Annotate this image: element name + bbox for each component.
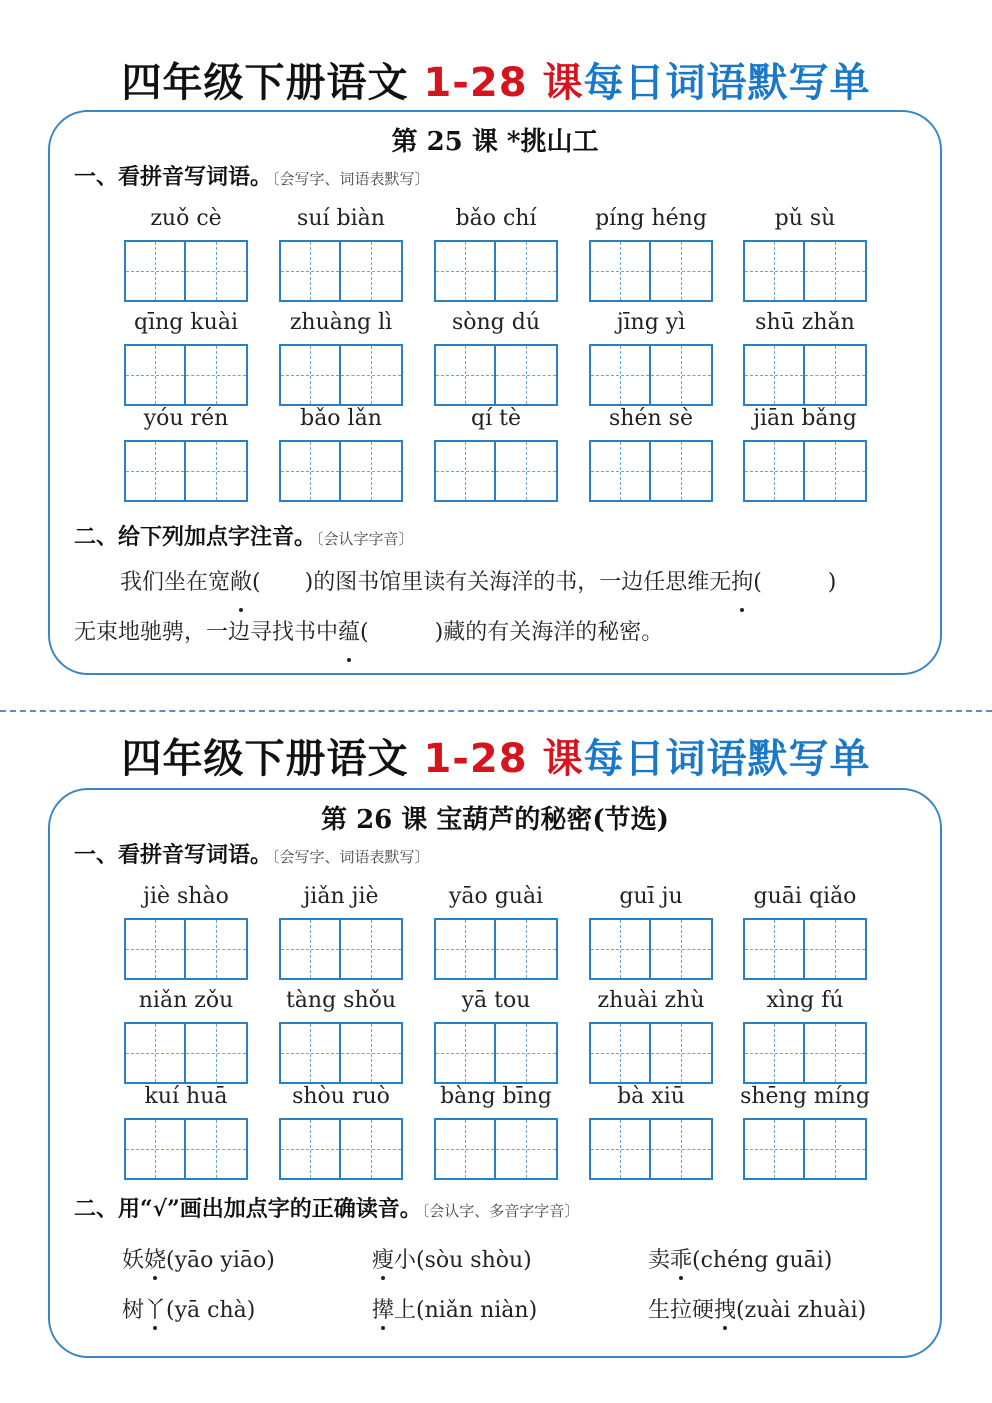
writing-boxes[interactable]: [279, 440, 403, 502]
writing-boxes[interactable]: [124, 1022, 248, 1084]
option-text: 树: [122, 1298, 145, 1323]
word-item: [589, 404, 713, 500]
section-1-note: 〔会写字、词语表默写〕: [272, 848, 430, 866]
pinyin-label: kuí huā: [144, 1084, 228, 1109]
writing-boxes[interactable]: [279, 1022, 403, 1084]
option-item[interactable]: [122, 1246, 275, 1276]
char-box[interactable]: [124, 240, 186, 302]
pinyin-label: shòu ruò: [292, 1084, 390, 1109]
char-box[interactable]: [496, 918, 558, 980]
pinyin-label: suí biàn: [297, 206, 385, 231]
char-box[interactable]: [805, 240, 867, 302]
title-grade: 四年级下册语文: [121, 736, 424, 782]
word-item: [743, 404, 867, 500]
writing-boxes[interactable]: [279, 344, 403, 406]
worksheet-panel: [48, 110, 942, 675]
pinyin-label: xìng fú: [766, 988, 844, 1013]
char-box[interactable]: [341, 918, 403, 980]
writing-boxes[interactable]: [434, 440, 558, 502]
char-box[interactable]: [434, 440, 496, 502]
word-item: [279, 986, 403, 1082]
section-2-note: 〔会认字字音〕: [316, 530, 414, 548]
paragraph-text: ( )藏的有关海洋的秘密。: [360, 620, 664, 645]
dotted-char: 丫: [144, 1296, 166, 1326]
paragraph-text: 无束地驰骋，一边寻找书中: [74, 620, 339, 645]
char-box[interactable]: [589, 440, 651, 502]
title-grade: 四年级下册语文: [121, 60, 424, 106]
word-item: [124, 204, 248, 300]
char-box[interactable]: [805, 344, 867, 406]
writing-boxes[interactable]: [124, 918, 248, 980]
worksheet-panel: [48, 788, 942, 1358]
option-text: 妖: [122, 1248, 145, 1273]
word-item: [279, 1082, 403, 1178]
worksheet-lesson-26: [0, 690, 992, 1380]
char-box[interactable]: [589, 1118, 651, 1180]
char-box[interactable]: [651, 1022, 713, 1084]
char-box[interactable]: [186, 1022, 248, 1084]
pinyin-label: zhuàng lì: [289, 310, 393, 335]
dotted-char: 拽: [714, 1296, 736, 1326]
pinyin-label: yā tou: [461, 988, 531, 1013]
char-box[interactable]: [589, 240, 651, 302]
char-box[interactable]: [124, 918, 186, 980]
writing-boxes[interactable]: [743, 1118, 867, 1180]
char-box[interactable]: [279, 1022, 341, 1084]
pinyin-label: yóu rén: [143, 406, 229, 431]
pinyin-label: jīng yì: [616, 310, 686, 335]
pinyin-label: píng héng: [595, 206, 707, 231]
pinyin-label: shēng míng: [740, 1084, 870, 1109]
char-box[interactable]: [805, 918, 867, 980]
char-box[interactable]: [805, 440, 867, 502]
answer-blank[interactable]: ( ): [753, 570, 837, 595]
writing-boxes[interactable]: [589, 240, 713, 302]
word-item: [434, 1082, 558, 1178]
word-item: [279, 204, 403, 300]
char-box[interactable]: [496, 440, 558, 502]
dotted-char: 撵: [372, 1296, 394, 1326]
char-box[interactable]: [651, 1118, 713, 1180]
pinyin-label: niǎn zǒu: [138, 988, 234, 1013]
pinyin-word-grid: [50, 882, 940, 1182]
title-lesson-word: 课: [527, 736, 584, 782]
char-box[interactable]: [434, 1022, 496, 1084]
char-box[interactable]: [434, 344, 496, 406]
char-box[interactable]: [124, 1118, 186, 1180]
writing-boxes[interactable]: [589, 440, 713, 502]
char-box[interactable]: [279, 240, 341, 302]
word-item: [124, 404, 248, 500]
worksheet-lesson-25: [0, 0, 992, 690]
writing-boxes[interactable]: [279, 1118, 403, 1180]
writing-boxes[interactable]: [124, 344, 248, 406]
word-item: [589, 308, 713, 404]
word-item: [589, 882, 713, 978]
writing-boxes[interactable]: [589, 344, 713, 406]
char-box[interactable]: [805, 1022, 867, 1084]
writing-boxes[interactable]: [743, 440, 867, 502]
writing-boxes[interactable]: [434, 344, 558, 406]
pinyin-label: tàng shǒu: [285, 988, 397, 1013]
char-box[interactable]: [651, 344, 713, 406]
word-item: [743, 882, 867, 978]
dotted-char: 敞: [230, 558, 252, 608]
char-box[interactable]: [186, 344, 248, 406]
word-item: [434, 204, 558, 300]
section-2-note: 〔会认字、多音字字音〕: [421, 1202, 580, 1220]
option-readings[interactable]: (yā chà): [166, 1298, 256, 1323]
char-box[interactable]: [124, 440, 186, 502]
char-box[interactable]: [434, 1118, 496, 1180]
paragraph-text: ( )的图书馆里读有关海洋的书，一边任思维无: [252, 570, 732, 595]
writing-boxes[interactable]: [743, 1022, 867, 1084]
pronunciation-options: [50, 1233, 940, 1343]
lesson-title: 第 25 课 *挑山工: [391, 127, 599, 157]
char-box[interactable]: [805, 1118, 867, 1180]
pinyin-label: pǔ sù: [774, 206, 836, 231]
char-box[interactable]: [186, 240, 248, 302]
char-box[interactable]: [496, 344, 558, 406]
word-item: [279, 308, 403, 404]
pinyin-label: bàng bīng: [440, 1084, 552, 1109]
char-box[interactable]: [341, 344, 403, 406]
writing-boxes[interactable]: [589, 1118, 713, 1180]
title-sheet-name: 每日词语默写单: [583, 736, 871, 782]
char-box[interactable]: [743, 1118, 805, 1180]
option-item[interactable]: [122, 1296, 255, 1326]
pinyin-label: jiān bǎng: [753, 406, 857, 431]
word-item: [740, 1082, 870, 1178]
char-box[interactable]: [743, 344, 805, 406]
word-item: [434, 308, 558, 404]
section-1-heading: [74, 840, 430, 872]
writing-boxes[interactable]: [434, 240, 558, 302]
pinyin-word-grid: [50, 204, 940, 504]
char-box[interactable]: [651, 240, 713, 302]
pinyin-label: bà xiū: [617, 1084, 685, 1109]
option-readings[interactable]: 小(sòu shòu): [394, 1248, 532, 1273]
option-text: 生拉硬: [648, 1298, 715, 1323]
char-box[interactable]: [186, 1118, 248, 1180]
option-item[interactable]: [372, 1296, 537, 1326]
char-box[interactable]: [589, 344, 651, 406]
pinyin-label: zhuài zhù: [597, 988, 705, 1013]
dotted-char: 蕴: [338, 608, 360, 658]
writing-boxes[interactable]: [743, 344, 867, 406]
char-box[interactable]: [589, 1022, 651, 1084]
word-item: [124, 308, 248, 404]
section-2-title: 二、给下列加点字注音。: [74, 524, 317, 550]
section-2-heading: [74, 522, 414, 554]
annotation-paragraph-line-1: [74, 558, 970, 608]
pinyin-label: shū zhǎn: [755, 310, 855, 335]
lesson-title: 第 26 课 宝葫芦的秘密(节选): [321, 805, 669, 835]
dotted-char: 乖: [670, 1246, 692, 1276]
word-item: [124, 1082, 248, 1178]
writing-boxes[interactable]: [743, 918, 867, 980]
char-box[interactable]: [279, 344, 341, 406]
writing-boxes[interactable]: [434, 918, 558, 980]
char-box[interactable]: [434, 240, 496, 302]
option-item[interactable]: [372, 1246, 532, 1276]
word-item: [434, 882, 558, 978]
pinyin-label: guāi qiǎo: [753, 884, 857, 909]
title-range: 1-28: [423, 736, 528, 782]
word-item: [434, 404, 558, 500]
pinyin-label: jiǎn jiè: [303, 884, 379, 909]
char-box[interactable]: [743, 240, 805, 302]
option-text: 卖: [648, 1248, 671, 1273]
dotted-char: 娆: [144, 1246, 166, 1276]
word-item: [743, 308, 867, 404]
char-box[interactable]: [341, 1118, 403, 1180]
pinyin-label: bǎo chí: [455, 206, 537, 231]
title-lesson-word: 课: [527, 60, 584, 106]
pinyin-label: qīng kuài: [133, 310, 239, 335]
char-box[interactable]: [124, 1022, 186, 1084]
dotted-char: 拘: [731, 558, 753, 608]
char-box[interactable]: [186, 440, 248, 502]
char-box[interactable]: [743, 918, 805, 980]
char-box[interactable]: [279, 1118, 341, 1180]
pinyin-label: zuǒ cè: [150, 206, 222, 231]
char-box[interactable]: [434, 918, 496, 980]
word-item: [589, 986, 713, 1082]
section-1-title: 一、看拼音写词语。: [74, 842, 273, 868]
writing-boxes[interactable]: [589, 1022, 713, 1084]
char-box[interactable]: [743, 1022, 805, 1084]
char-box[interactable]: [496, 1022, 558, 1084]
title-sheet-name: 每日词语默写单: [583, 60, 871, 106]
writing-boxes[interactable]: [589, 918, 713, 980]
section-2-title: 二、用“√”画出加点字的正确读音。: [74, 1196, 422, 1222]
char-box[interactable]: [651, 440, 713, 502]
word-item: [743, 204, 867, 300]
pinyin-label: guī ju: [619, 884, 683, 909]
pinyin-label: jiè shào: [143, 884, 229, 909]
worksheet-title: [0, 58, 992, 108]
section-1-title: 一、看拼音写词语。: [74, 164, 273, 190]
worksheet-title: [0, 734, 992, 784]
pinyin-label: shén sè: [609, 406, 693, 431]
char-box[interactable]: [651, 918, 713, 980]
writing-boxes[interactable]: [743, 240, 867, 302]
option-readings[interactable]: (chéng guāi): [692, 1248, 833, 1273]
pinyin-label: yāo guài: [448, 884, 544, 909]
char-box[interactable]: [743, 440, 805, 502]
writing-boxes[interactable]: [124, 440, 248, 502]
title-range: 1-28: [423, 60, 528, 106]
word-item: [589, 1082, 713, 1178]
pinyin-label: qí tè: [471, 406, 521, 431]
word-item: [279, 882, 403, 978]
option-item[interactable]: [648, 1246, 832, 1276]
char-box[interactable]: [279, 440, 341, 502]
writing-boxes[interactable]: [124, 1118, 248, 1180]
char-box[interactable]: [496, 1118, 558, 1180]
writing-boxes[interactable]: [434, 1118, 558, 1180]
char-box[interactable]: [124, 344, 186, 406]
char-box[interactable]: [341, 440, 403, 502]
section-1-note: 〔会写字、词语表默写〕: [272, 170, 430, 188]
dotted-char: 瘦: [372, 1246, 394, 1276]
writing-boxes[interactable]: [434, 1022, 558, 1084]
char-box[interactable]: [341, 240, 403, 302]
word-item: [434, 986, 558, 1082]
word-item: [743, 986, 867, 1082]
char-box[interactable]: [186, 918, 248, 980]
option-readings[interactable]: (yāo yiāo): [166, 1248, 275, 1273]
pinyin-label: bǎo lǎn: [300, 406, 382, 431]
paragraph-text: 我们坐在宽: [120, 570, 231, 595]
word-item: [589, 204, 713, 300]
pinyin-label: sòng dú: [451, 310, 541, 335]
section-2-heading: [74, 1194, 579, 1226]
writing-boxes[interactable]: [279, 918, 403, 980]
option-item[interactable]: [648, 1296, 866, 1326]
word-item: [279, 404, 403, 500]
writing-boxes[interactable]: [279, 240, 403, 302]
option-readings[interactable]: 上(niǎn niàn): [394, 1298, 538, 1323]
char-box[interactable]: [496, 240, 558, 302]
writing-boxes[interactable]: [124, 240, 248, 302]
option-readings[interactable]: (zuài zhuài): [736, 1298, 867, 1323]
char-box[interactable]: [589, 918, 651, 980]
annotation-paragraph-line-2: [74, 608, 924, 658]
section-1-heading: [74, 162, 430, 194]
word-item: [124, 986, 248, 1082]
char-box[interactable]: [279, 918, 341, 980]
char-box[interactable]: [341, 1022, 403, 1084]
word-item: [124, 882, 248, 978]
